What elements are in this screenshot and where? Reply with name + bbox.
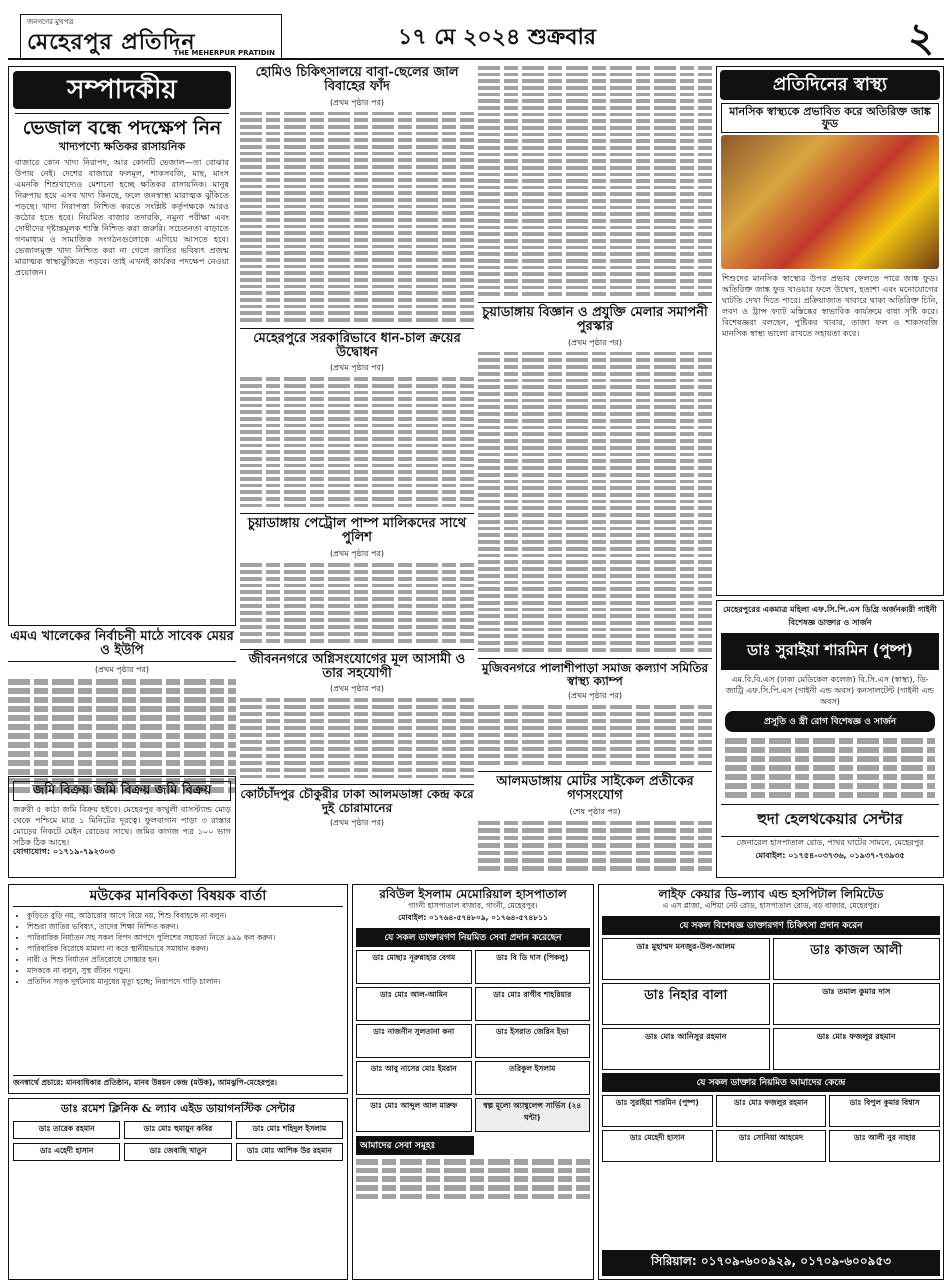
editorial-subhead: খাদ্যপণ্যে ক্ষতিকর রাসায়নিক — [58, 139, 186, 153]
newspaper-logo — [20, 14, 282, 60]
notice-point: • নারী ও শিশু নির্যাতন প্রতিরোধে সোচ্চার হন। — [27, 955, 343, 965]
notice-points — [13, 911, 343, 987]
hospital-address: এ এস প্লাজা, এশিয়া নেট রোড, হাসপাতাল রোড, বড় বাজার, মেহেরপুর। — [662, 901, 880, 911]
news-body-lines — [240, 698, 474, 778]
clinic-doctor: ডাঃ এহেদী হাসান — [13, 1143, 120, 1161]
news-continued: (প্রথম পৃষ্ঠার পর) — [329, 817, 385, 827]
hospital-doctor: ডাঃ মোঃ আব্দুল আল মারুফ — [356, 1098, 472, 1132]
news-continued: (প্রথম পৃষ্ঠার পর) — [567, 337, 623, 347]
hospital-doctor: ডাঃ নাজনীন সুলতানা কনা — [356, 1024, 472, 1058]
notice-point: • কুড়িতে বুড়ি নয়, আঠারোর আগে বিয়ে নয়, শিশু বিবাহকে না বলুন। — [27, 911, 343, 921]
notice-footer: জনস্বার্থে প্রচারে: মানবাধিকার প্রতিষ্ঠান, মানব উন্নয়ন কেন্দ্র (মউক), আমঝুপি-মেহেরপুর। — [13, 1075, 343, 1090]
news-continued: (প্রথম পৃষ্ঠার পর) — [329, 97, 385, 107]
land-sale-phone: যোগাযোগ: ০১৭১৯-৭৯২৩০৩ — [13, 846, 115, 857]
page-number: ২ — [907, 14, 934, 61]
hospital-banner: যে সকল ডাক্তারগণ নিয়মিত সেবা প্রদান করেছেন — [356, 928, 590, 947]
editorial-headline: ভেজাল বন্ধে পদক্ষেপ নিন — [15, 113, 229, 139]
notice-point: • শিশুরা জাতির ভবিষ্যৎ, তাদের শিক্ষা নিশ্চিত করুন। — [27, 922, 343, 932]
hospital-doctor: ডাঃ মোঃ আনিসুর রহমান — [602, 1028, 770, 1070]
human-rights-notice — [8, 884, 348, 1094]
news-headline: চুয়াডাঙ্গায় পেট্রোল পাম্প মালিকদের সাথে পুলিশ — [240, 513, 474, 546]
hospital-doctor: ডাঃ ইসরাত জেরিন ইভা — [475, 1024, 591, 1058]
hospital-doctor: ডাঃ মেহেদী হাসান — [602, 1130, 713, 1162]
hospital-doctor-grid-2 — [602, 1095, 940, 1162]
news-headline: কোর্টচাঁদপুর চৌকুরীর ঢাকা আলমডাঙ্গা কেন্দ্র করে দুই চোরামানের — [240, 784, 474, 814]
hospital-address: গাংনী হাসপাতাল বাজার, গাংনী, মেহেরপুর। — [408, 901, 538, 911]
news-headline: জীবননগরে অগ্নিসংযোগের মূল আসামী ও তার সহযোগী — [240, 649, 474, 682]
clinic-title: ডাঃ রমেশ ক্লিনিক & ল্যাব এইড ডায়াগনস্টিক সেন্টার — [60, 1102, 296, 1115]
health-headline: মানসিক স্বাস্থ্যকে প্রভাবিত করে অতিরিক্ত জাঙ্ক ফুড — [721, 103, 939, 133]
hospital-doctor: ডাঃ সুরাইয়া শারমিন (পুষ্প) — [602, 1095, 713, 1127]
news-continued: (প্রথম পৃষ্ঠার পর) — [94, 664, 150, 674]
ramesh-clinic-ad — [8, 1098, 348, 1280]
health-box — [716, 66, 944, 596]
chamber-address: জেনারেল হাসপাতাল রোড, পাথর ঘাটের সামনে, মেহেরপুর — [736, 838, 924, 847]
doctor-specialty: প্রসূতি ও স্ত্রী রোগ বিশেষজ্ঞ ও সার্জন — [725, 711, 935, 732]
news-body-lines — [478, 821, 712, 871]
news-continued: (শেষ পৃষ্ঠার পর) — [569, 806, 621, 816]
news-headline: মুজিবনগরে পালাশীপাড়া সমাজ কল্যাণ সমিতির স্বাস্থ্য ক্যাম্প — [478, 658, 712, 688]
health-section-title: প্রতিদিনের স্বাস্থ্য — [720, 70, 940, 100]
news-headline: এমএ খালেকের নির্বাচনী মাঠে সাবেক মেয়র ও ইউপি — [8, 630, 236, 662]
masthead-tagline: জনগণের মুখপত্র — [27, 18, 74, 26]
hospital-doctor: ডাঃ তমাল কুমার দাস — [773, 983, 941, 1025]
news-headline: হোমিও চিকিৎসালয়ে বাবা-ছেলের জাল বিবাহের ফাঁদ — [255, 65, 459, 95]
hospital-doctor: ডাঃ নিহার বালা — [602, 983, 770, 1025]
clinic-doctor: ডাঃ মোঃ হুমায়ুন কবির — [124, 1121, 231, 1139]
news-continued: (প্রথম পৃষ্ঠার পর) — [567, 690, 623, 700]
land-sale-title: জমি বিক্রয় জমি বিক্রয় জমি বিক্রয় — [13, 781, 231, 801]
newspaper-name-en: THE MEHERPUR PRATIDIN — [173, 49, 275, 57]
hospital-title: লাইফ কেয়ার ডি-ল্যাব এন্ড হসপিটাল লিমিটেড — [658, 887, 884, 901]
news-continued: (প্রথম পৃষ্ঠার পর) — [329, 548, 385, 558]
robiul-hospital-ad — [352, 884, 594, 1280]
hospital-doctor: তরিকুল ইসলাম — [475, 1061, 591, 1095]
news-body-lines — [240, 377, 474, 507]
center-column-b — [478, 66, 712, 878]
notice-point: • প্রতিদিন সড়ক দুর্ঘটনায় মানুষের মৃত্যু হচ্ছে; নিরাপদে গাড়ি চালান। — [27, 977, 343, 987]
doctor-name: ডাঃ সুরাইয়া শারমিন (পুষ্প) — [721, 633, 939, 670]
hospital-phone: মোবাইল: ০১৭৬৪-৫৭৪৮০৯, ০১৭৬৪-৫৭৪৮১১ — [398, 913, 548, 923]
news-item-election — [8, 630, 236, 770]
services-lines — [356, 1159, 590, 1199]
hospital-doctor-grid — [602, 938, 940, 1070]
masthead — [8, 6, 944, 60]
news-body-lines — [240, 112, 474, 322]
ambulance-service: স্বল্প মূল্যে অ্যাম্বুলেন্স সার্ভিস (২৪ ঘন্টা) — [475, 1098, 591, 1132]
clinic-doctor: ডাঃ মোঃ শহিদুল ইসলাম — [236, 1121, 343, 1139]
clinic-doctor: ডাঃ তারেক রহমান — [13, 1121, 120, 1139]
news-body-lines — [478, 66, 712, 296]
hospital-doctor: ডাঃ মোঃ ফজলুর রহমান — [773, 1028, 941, 1070]
notice-title: মউকের মানবিকতা বিষয়ক বার্তা — [13, 889, 343, 907]
chamber-phone: মোবাইল: ০১৭৫৪-০৩৭৩৬, ০১৯৩৭-৭৩৯৩৫ — [755, 851, 905, 860]
hospital-doctor: ডাঃ কাজল আলী — [773, 938, 941, 980]
hospital-doctor: ডাঃ মোঃ আল-আমিন — [356, 987, 472, 1021]
notice-point: • পারিবারিক বিরোধে মামলা না করে স্থানীয়ভাবে সমাধান করুন। — [27, 944, 343, 954]
clinic-doctor: ডাঃ জেবাছি খাতুন — [124, 1143, 231, 1161]
news-headline: চুয়াডাঙ্গায় বিজ্ঞান ও প্রযুক্তি মেলার সমাপনী পুরস্কার — [478, 302, 712, 335]
hospital-doctor-grid — [356, 950, 590, 1132]
clinic-doctor-grid — [13, 1121, 343, 1161]
news-continued: (প্রথম পৃষ্ঠার পর) — [329, 363, 385, 373]
lifecare-hospital-ad — [598, 884, 944, 1280]
junk-food-photo — [721, 135, 939, 269]
doctor-ad-suraiya — [716, 600, 944, 878]
issue-date: ১৭ মে ২০২৪ শুক্রবার — [398, 24, 596, 50]
hospital-banner: যে সকল বিশেষজ্ঞ ডাক্তারগণ চিকিৎসা প্রদান করেন — [602, 916, 940, 935]
hospital-doctor: ডাঃ মোছাঃ নূরুন্নাহার বেগম — [356, 950, 472, 984]
news-body-lines — [478, 352, 712, 652]
hospital-doctor: ডাঃ বিপুল কুমার বিশ্বাস — [829, 1095, 940, 1127]
news-body-lines — [240, 563, 474, 643]
hospital-doctor: ডাঃ মোঃ রাগীব শাহরিয়ার — [475, 987, 591, 1021]
hospital-doctor: ডাঃ মোঃ ফজলুর রহমান — [716, 1095, 827, 1127]
hospital-doctor: ডাঃ সোনিয়া আহমেদ — [716, 1130, 827, 1162]
notice-point: • পারিবারিক নির্যাতন সহ সকল বিপদ আপদে পুলিশের সহায়তা নিতে ৯৯৯ কল করুন। — [27, 933, 343, 943]
hospital-title: রবিউল ইসলাম মেমোরিয়াল হাসপাতাল — [379, 887, 567, 901]
editorial-body: বাজারে কোন খাদ্য নিরাপদ, আর কোনটি ভেজাল—তা বোঝার উপায় নেই। দেশের বাজারে ফলমূল, শাকসবজি, মাছ, মাংস এমনকি শিশুখাদ্যেও মেশানো হচ্ছে ক্ষতিকর রাসায়নিক। মানুষ নিরুপায় হয়ে এসব খাদ্য কিনছে, ফলে জনস্বাস্থ্য মারাত্মক ঝুঁকিতে পড়ছে। খাদ্য নিরাপত্তা নিশ্চিত করতে সংশ্লিষ্ট কর্তৃপক্ষকে আরও কঠোর হতে হবে। নিয়মিত বাজার তদারকি, নমুনা পরীক্ষা এবং দোষীদের দৃষ্টান্তমূলক শাস্তি নিশ্চিত করা জরুরি। সচেতনতা বাড়াতে গণমাধ্যম ও সামাজিক সংগঠনগুলোকে এগিয়ে আসতে হবে। ভেজালমুক্ত খাদ্য নিশ্চিত করা না গেলে জাতির ভবিষ্যৎ প্রজন্ম মারাত্মক স্বাস্থ্যঝুঁকিতে পড়বে। তাই এখনই কার্যকর পদক্ষেপ নেওয়া প্রয়োজন। — [15, 156, 229, 277]
editorial-box — [8, 66, 236, 626]
hospital-doctor: ডাঃ আলী নুর নাহার — [829, 1130, 940, 1162]
serial-phone: সিরিয়াল: ০১৭০৯-৬০০৯২৯, ০১৭০৯-৬০০৯৫৩ — [602, 1250, 940, 1276]
news-body-lines — [478, 705, 712, 765]
services-title: আমাদের সেবা সমূহঃ — [356, 1136, 474, 1155]
land-sale-ad — [8, 776, 236, 878]
service-list — [725, 738, 935, 798]
doctor-degrees: এম.বি.বি.এস (ঢাকা মেডিকেল কলেজ) বি.সি.এস (স্বাস্থ্য), ডি-জাট্রি এফ.সি.পি.এস (গাইনী এন্ড অবস) কনসালটেন্ট (গাইনী এন্ড অবস) — [726, 675, 934, 706]
notice-point: • মাদককে না বলুন, সুস্থ জীবন গড়ুন। — [27, 966, 343, 976]
hospital-doctor: ডাঃ আবু নাসের মোঃ ইমরান — [356, 1061, 472, 1095]
clinic-doctor: ডাঃ মোঃ আশিক উর রহমান — [236, 1143, 343, 1161]
land-sale-body: জরুরী ৫ কাঠা জমি বিক্রয় হইবে। মেহেরপুর কাথুলী বাসস্ট্যান্ড মোড় থেকে পশ্চিমে মাত্র ১ মিনিটের দূরত্বে। ফুলবাগান পাড়া ৩ রাস্তার মোড়ের নিকটে মেইন রোডের সাথে। জমির কাগজ পত্র ১০০ ভাগ সঠিক ঠিক আছে। — [13, 804, 231, 847]
news-headline: মেহেরপুরে সরকারিভাবে ধান-চাল ক্রয়ের উদ্বোধন — [240, 328, 474, 361]
health-body: শিশুদের মানসিক স্বাস্থ্যের উপর প্রভাব ফেলতে পারে জাঙ্ক ফুড। অতিরিক্ত জাঙ্ক ফুড খাওয়ার ফলে উদ্বেগ, হতাশা এবং মনোযোগের ঘাটতি দেখা দিতে পারে। প্রক্রিয়াজাত খাবারে থাকা অতিরিক্ত চিনি, লবণ ও ট্রান্স ফ্যাট মস্তিষ্কের স্বাভাবিক কার্যক্রমে বাধা সৃষ্টি করে। বিশেষজ্ঞরা বলছেন, পুষ্টিকর খাবার, তাজা ফল ও শাকসবজি মানসিক স্বাস্থ্য ভালো রাখতে সহায়তা করে। — [722, 273, 938, 339]
chamber-name: হুদা হেলথকেয়ার সেন্টার — [721, 804, 939, 837]
newspaper-name: মেহেরপুর প্রতিদিন — [27, 29, 196, 55]
hospital-doctor: ডাঃ বি ডি দাস (পিকলু) — [475, 950, 591, 984]
hospital-banner-2: যে সকল ডাক্তার নিয়মিত আমাদের কেন্দ্রে — [602, 1073, 940, 1092]
editorial-section-title: সম্পাদকীয় — [13, 71, 231, 109]
news-headline: আলমডাঙ্গায় মোটর সাইকেল প্রতীকের গণসংযোগ — [478, 771, 712, 804]
hospital-doctor: ডাঃ মুহাম্মদ মনজুর-উল-আলম — [602, 938, 770, 980]
ad-top-line: মেহেরপুরের একমাত্র মহিলা এফ.সি.পি.এস ডিগ্রি অর্জনকারী গাইনী বিশেষজ্ঞ ডাক্তার ও সার্জন — [723, 605, 937, 627]
center-column-a — [240, 66, 474, 878]
news-continued: (প্রথম পৃষ্ঠার পর) — [329, 684, 385, 694]
